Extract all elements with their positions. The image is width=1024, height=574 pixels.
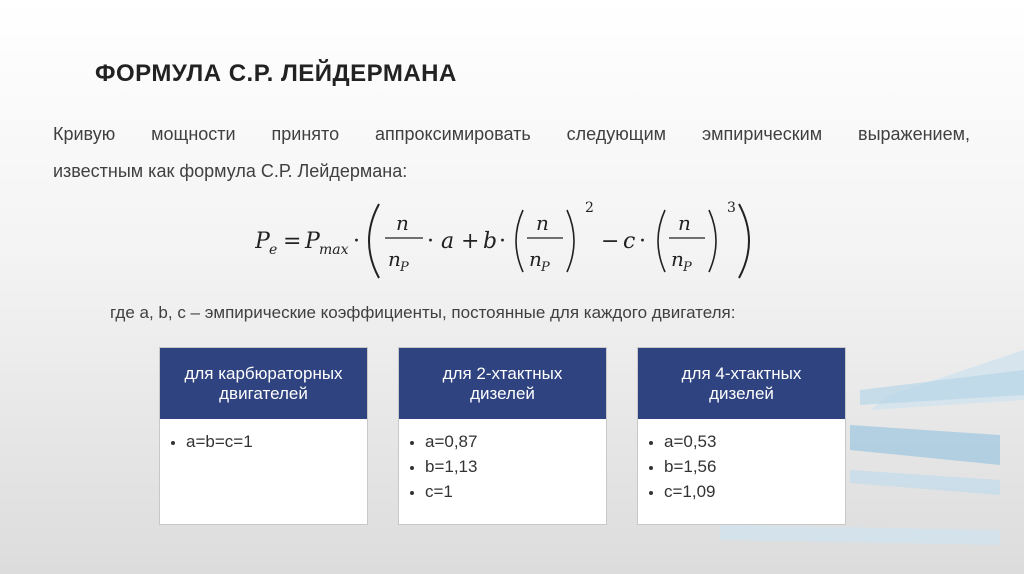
list-item: • b=1,13 (425, 454, 606, 479)
svg-text:·: · (639, 229, 646, 254)
frac2-numerator: n (536, 211, 549, 235)
leiderman-formula (255, 196, 775, 286)
intro-line-2: известным как формула С.Р. Лейдермана: (53, 161, 408, 181)
frac2-denominator: n (529, 247, 542, 271)
formula-lhs: P (255, 229, 270, 254)
svg-text:+: + (461, 229, 480, 254)
coef-c: c (623, 229, 636, 254)
intro-line-1: Кривую мощности принято аппроксимировать следующим эмпирическим выражением, (53, 124, 970, 144)
big-paren-right (739, 204, 749, 278)
card-header: для 4-хтактных дизелей (638, 348, 845, 419)
list-item: • c=1,09 (664, 479, 845, 504)
coef-b: b (483, 229, 498, 254)
frac1-denominator: n (388, 247, 401, 271)
frac1-numerator: n (396, 211, 409, 235)
frac1-denominator-sub: P (400, 260, 409, 275)
formula-lhs-sub: e (269, 242, 278, 258)
card-list (638, 429, 845, 504)
card-header: для карбюраторных двигателей (160, 348, 367, 419)
card-carburetor (159, 347, 368, 525)
card-4-stroke-diesel (637, 347, 846, 525)
list-item: • a=b=c=1 (186, 429, 367, 454)
list-item: • a=0,53 (664, 429, 845, 454)
svg-text:−: − (601, 229, 620, 254)
big-paren-left (369, 204, 379, 278)
slide-title: ФОРМУЛА С.Р. ЛЕЙДЕРМАНА (95, 60, 457, 87)
coef-a: a (441, 229, 455, 254)
formula-pmax: P (305, 229, 320, 254)
frac2-denominator-sub: P (541, 260, 550, 275)
formula-pmax-sub: max (319, 242, 349, 258)
card-2-stroke-diesel (398, 347, 607, 525)
intro-paragraph (53, 116, 970, 190)
svg-text:·: · (499, 229, 506, 254)
list-item: • a=0,87 (425, 429, 606, 454)
exponent-2: 2 (585, 200, 594, 216)
card-list (399, 429, 606, 504)
frac3-denominator: n (671, 247, 684, 271)
frac3-numerator: n (678, 211, 691, 235)
svg-text:=: = (283, 229, 302, 254)
exponent-3: 3 (727, 200, 736, 216)
card-list (160, 429, 367, 454)
svg-text:·: · (353, 229, 360, 254)
list-item: • c=1 (425, 479, 606, 504)
card-header: для 2-хтактных дизелей (399, 348, 606, 419)
list-item: • b=1,56 (664, 454, 845, 479)
frac3-denominator-sub: P (683, 260, 692, 275)
svg-text:·: · (427, 229, 434, 254)
coefficients-note: где a, b, c – эмпирические коэффициенты, постоянные для каждого двигателя: (110, 303, 736, 322)
